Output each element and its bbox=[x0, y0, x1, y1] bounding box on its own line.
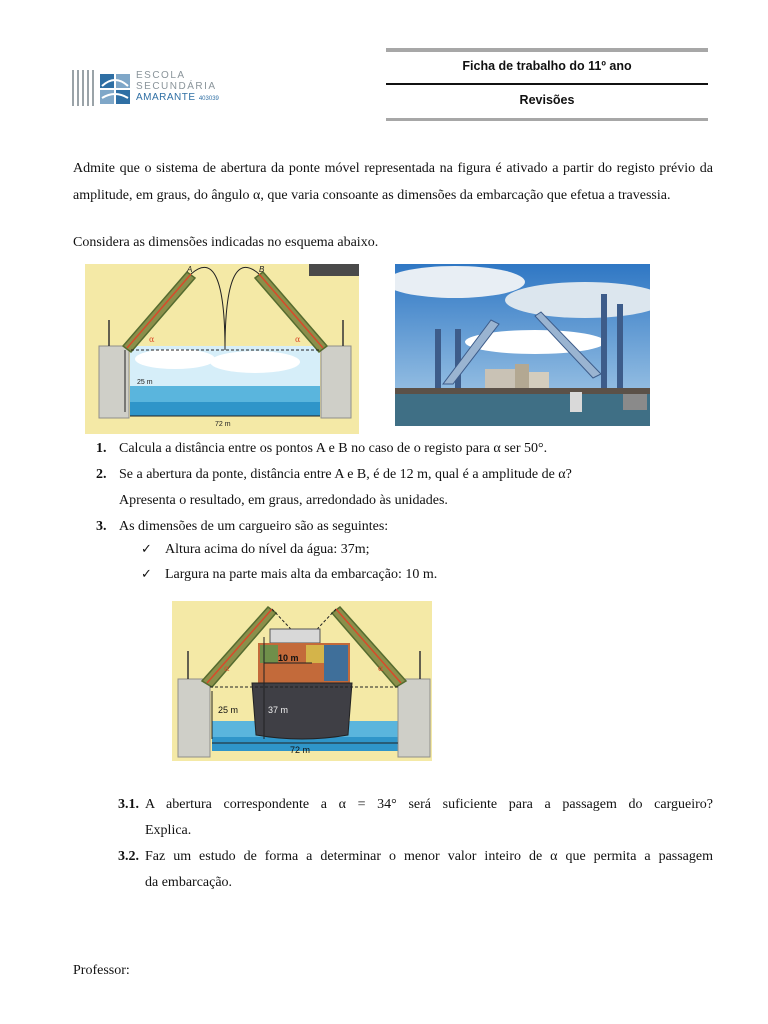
bridge-photo bbox=[395, 264, 650, 426]
check-icon: ✓ bbox=[141, 567, 152, 582]
question-text: As dimensões de um cargueiro são as seguintes: bbox=[119, 519, 389, 534]
ship-height-label: 37 m bbox=[268, 705, 289, 715]
height-label: 25 m bbox=[218, 705, 239, 715]
title-rule-top bbox=[386, 48, 708, 52]
question-number: 2. bbox=[96, 467, 107, 482]
intro-consider: Considera as dimensões indicadas no esquema abaixo. bbox=[73, 235, 379, 250]
subquestion-text: Faz um estudo de forma a determinar o menor valor inteiro de α que permita a passagem bbox=[145, 849, 713, 864]
cargo-ship-diagram bbox=[172, 601, 432, 761]
title-rule-middle bbox=[386, 83, 708, 85]
subquestion-3-1 bbox=[118, 792, 713, 844]
subquestion-text-line2: Explica. bbox=[145, 823, 192, 838]
worksheet-subtitle: Revisões bbox=[519, 93, 575, 107]
title-rule-bottom bbox=[386, 118, 708, 121]
point-b-label: B bbox=[259, 265, 265, 274]
intro-paragraph: Admite que o sistema de abertura da ponte móvel representada na figura é ativado a partir do registo prévio da amplitude, em graus, do ângulo α, que varia consoante as dimensões da embarcação que efetua a travessia. bbox=[73, 161, 713, 203]
bridge-diagram bbox=[85, 264, 359, 434]
checklist-item: ✓ Altura acima do nível da água: 37m; bbox=[141, 542, 370, 557]
ship-width-label: 10 m bbox=[278, 653, 299, 663]
question-text: Se a abertura da ponte, distância entre A e B, é de 12 m, qual é a amplitude de α? bbox=[119, 467, 572, 482]
worksheet-title-box bbox=[386, 48, 708, 120]
subquestion-text: A abertura correspondente a α = 34° será suficiente para a passagem do cargueiro? bbox=[145, 797, 713, 812]
alpha-right-label: α bbox=[378, 664, 384, 673]
question-text: Calcula a distância entre os pontos A e B no caso de o registo para α ser 50°. bbox=[119, 441, 548, 456]
point-a-label: A bbox=[187, 265, 193, 274]
subquestion-text-line2: da embarcação. bbox=[145, 875, 233, 890]
school-logo bbox=[72, 56, 222, 112]
check-icon: ✓ bbox=[141, 542, 152, 557]
alpha-left-label: α bbox=[224, 664, 230, 673]
width-label: 72 m bbox=[290, 745, 311, 755]
worksheet-title: Ficha de trabalho do 11º ano bbox=[462, 59, 632, 73]
school-emblem-icon bbox=[98, 70, 132, 106]
question-number: 3. bbox=[96, 519, 107, 534]
subquestion-3-2 bbox=[118, 844, 713, 896]
height-label: 25 m bbox=[137, 379, 153, 386]
school-name: ESCOLA SECUNDÁRIA AMARANTE 403039 bbox=[136, 70, 219, 103]
alpha-left-label: α bbox=[149, 335, 155, 344]
checklist-item: ✓ Largura na parte mais alta da embarcação: 10 m. bbox=[141, 567, 438, 582]
width-label: 72 m bbox=[215, 421, 231, 428]
professor-label: Professor: bbox=[73, 963, 130, 978]
subquestion-number: 3.1. bbox=[118, 797, 139, 812]
question-number: 1. bbox=[96, 441, 107, 456]
question-text-line2: Apresenta o resultado, em graus, arredondado às unidades. bbox=[119, 493, 448, 508]
alpha-right-label: α bbox=[295, 335, 301, 344]
subquestion-number: 3.2. bbox=[118, 849, 139, 864]
